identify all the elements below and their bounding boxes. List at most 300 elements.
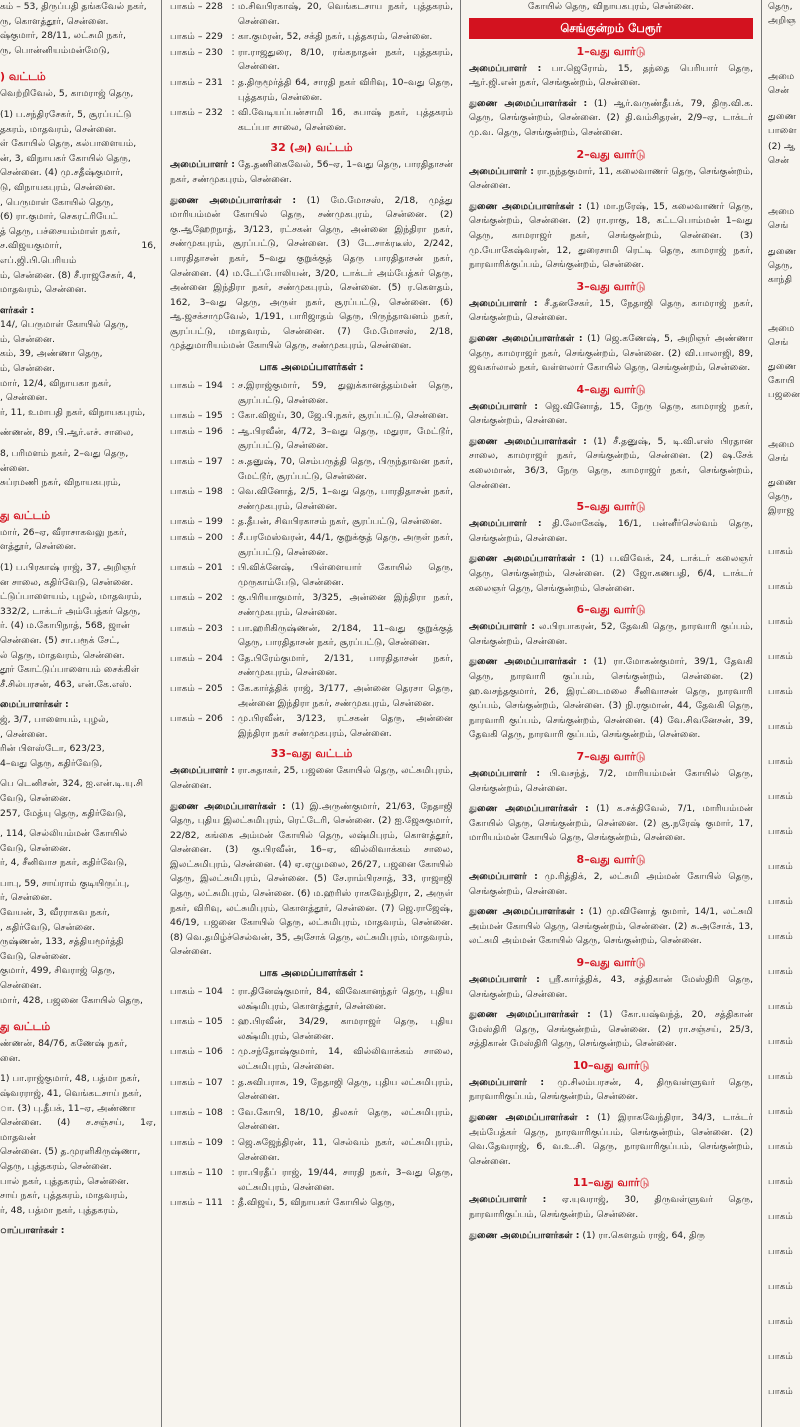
booth-number: பாகம் – 108 (170, 1106, 223, 1118)
clipped-fragment: காந்தி (768, 274, 793, 285)
deputies-label: துணை அமைப்பாளர்கள் : (469, 1112, 590, 1124)
clipped-fragment: பாகம் (768, 686, 793, 697)
booth-colon: : (231, 652, 235, 664)
ward-title: 5–வது வார்டு (576, 500, 646, 514)
clipped-fragment: பாகம் (768, 651, 793, 662)
text-line: , 114, செல்லியம்மன் கோயில் (0, 828, 128, 840)
text-line: ன சாலை, கதிர்வேடு, சென்னை. (0, 576, 134, 588)
booth-colon: : (231, 1106, 235, 1118)
text-line: , சென்னை. (0, 392, 48, 404)
ward-33-section (170, 746, 453, 1211)
ward-32-booth-heading: பாக அமைப்பாளர்கள் : (259, 362, 364, 374)
ward-32-organizer: அமைப்பாளர் : தே.தணிகைவேல், 56–ஏ, 1–வது தெரு, பாரதிதாசன் நகர், சண்முகபுரம், சென்னை. (170, 159, 454, 185)
booth-details: வே.கோபி, 18/10, திலகர் தெரு, லட்சுமிபுரம், சென்னை. (238, 1106, 453, 1133)
booth-list-continued (170, 0, 453, 135)
spacer (0, 58, 156, 64)
text-line: மாதவரம், சென்னை. (0, 284, 87, 296)
text-line: ர், 4, சீனிவாச நகர், கதிர்வேடு, (0, 857, 128, 869)
ward-title: 8–வது வார்டு (576, 852, 646, 866)
organizer-label: அமைப்பாளர் : (469, 62, 542, 74)
text-line: வெற்றிவேல், 5, காமராஜ் தெரு, (0, 88, 134, 100)
ward-deputies (469, 905, 753, 949)
booth-row (170, 531, 453, 560)
ward-32-deputies: துணை அமைப்பாளர்கள் : (1) மே.மோசஸ், 2/18, முத்து மாரியம்மன் கோயில் தெரு, சண்முகபுரம், சென்னை. (2) கு.ஆஹேறநாத், 3/123, ரட்சகன் தெரு, அன்னை இந்திரா நகர், சண்முகபுரம், சூரப்பட்டு, சென்னை. (3) டே.சாக்ரடீஸ், 2/242, பாரதிதாசன் நகர், 5–வது குறுக்குத் தெரு பாரதிதாசன் நகர், சென்னை. (4) ம.டேப்போலியன், 3/20, டாக்டர் அம்பேத்கர் தெரு, அன்னை இந்திரா நகர், சண்முகபுரம், சென்னை. (5) ர.கௌதம், 162, 3–வது தெரு, அருள் நகர், சூரப்பட்டு, சென்னை. (6) ஆ.ஜசக்சாமுவேல், 1/191, பாரிஜாதம் தெரு, பிருந்தாவனம் நகர், சூரப்பட்டு, மாதவரம், சென்னை. (7) மே.மோசஸ், 2/18, முத்துமாரியம்மன் கோயில் தெரு, சண்முகபுரம், சென்னை. (170, 194, 454, 352)
clipped-fragment: பாகம் (768, 1141, 793, 1152)
ward-section (469, 382, 753, 494)
text-line: மார், 26–ஏ, வீராசாகவலு நகர், (0, 526, 127, 538)
text-line: பெ டெனிசன், 324, ஐ.என்.டி.யு.சி (0, 778, 144, 790)
booth-details: கோ.விஜய், 30, ஜே.பி.நகர், சூரப்பட்டு, சென்னை. (238, 410, 449, 422)
booth-number: பாகம் – 232 (170, 107, 223, 119)
text-line: டு, விநாயகபுரம், சென்னை. (0, 181, 116, 193)
booth-row (170, 1106, 453, 1135)
booth-number: பாகம் – 200 (170, 532, 223, 543)
clipped-fragment: பாகம் (768, 756, 793, 767)
booth-row (170, 1196, 453, 1211)
booth-colon: : (231, 1136, 235, 1148)
organizer-label: அமைப்பாளர் : (469, 1194, 547, 1206)
booth-colon: : (231, 456, 235, 468)
organizer-details: பி.வசந்த், 7/2, மாரியம்மன் கோயில் தெரு, செங்குன்றம், சென்னை. (469, 767, 754, 794)
text-line: சுப்ரமணி நகர், விநாயகபுரம், (0, 477, 121, 489)
deputies-label: துணை அமைப்பாளர்கள் : (469, 200, 583, 212)
ward-organizer (469, 165, 753, 194)
booth-number: பாகம் – 109 (170, 1136, 223, 1148)
booth-number: பாகம் – 196 (170, 425, 223, 437)
booth-colon: : (231, 107, 235, 119)
deputies-label: துணை அமைப்பாளர்கள் : (469, 1229, 580, 1241)
text-line: ரின் பிளஸ்டோ, 623/23, (0, 743, 105, 755)
text-line: 257, மேத்யு தெரு, கதிர்வேடு, (0, 807, 127, 819)
text-line: ச.விஜயகுமார், 16, எப்.ஜி.பி.பெரியம் (0, 240, 156, 266)
booth-details: மு.பிரவீன், 3/123, ரட்சகன் தெரு, அன்னை இந்திரா நகர் சண்முகபுரம், சென்னை. (238, 713, 453, 739)
text-line: ண்ணன், 84/76, கணேஷ் நகர், (0, 1038, 128, 1050)
booth-details: ஆ.பிரவீன், 4/72, 3–வது தெரு, மதுரா, மேட்டூர், சூரப்பட்டு, சென்னை. (238, 425, 453, 452)
booth-details: ம.சிவபிரகாஷ், 20, வெங்கடசாய நகர், புத்தகரம், சென்னை. (238, 1, 453, 27)
text-line: ர். (4) ம.கோபிநாத், 568, ஜான் (0, 620, 130, 632)
deputies-details: (1) மு.வினோத் குமார், 14/1, லட்சுமி அம்மன் கோயில் தெரு, செங்குன்றம், சென்னை. (2) சு.அசோக், 13, லட்சுமி அம்மன் கோயில் தெரு, செங்குன்றம், சென்னை. (469, 906, 754, 947)
text-line: சென்னை. (4) மு.சதீஷ்குமார், (0, 167, 124, 179)
booth-row (170, 46, 453, 75)
booth-details: த.சுவிபராசு, 19, நேதாஜி தெரு, புதிய லட்சுமிபுரம், சென்னை. (238, 1076, 453, 1103)
text-line: கம், 39, அண்ணா தெரு, (0, 348, 103, 360)
booth-colon: : (231, 986, 235, 998)
organizer-label: அமைப்பாளர் : (469, 297, 538, 309)
clipped-fragment: தெரு, (768, 260, 793, 271)
text-line: ள் கோயில் தெரு, கல்பாளையம், (0, 138, 137, 150)
ward-deputies (469, 332, 753, 376)
text-line: சாய் நகர், புத்தகரம், மாதவரம், (0, 1190, 128, 1202)
booth-number: பாகம் – 195 (170, 410, 223, 422)
clipped-fragment: பாகம் (768, 1246, 793, 1257)
booth-details: தே.பிரேம்குமார், 2/131, பாரதிதாசன் நகர், சண்முகபுரம், சென்னை. (238, 652, 453, 679)
booth-row (170, 30, 453, 45)
organizer-details: பா.ஜெரோம், 15, தந்தை பெரியார் தெரு, ஆர்.ஜி.என் நகர், செங்குன்றம், சென்னை. (469, 62, 753, 89)
booth-details: சீ.பரமேஸ்வரன், 44/1, குறுக்குத் தெரு, அருள் நகர், சூரப்பட்டு, சென்னை. (238, 532, 453, 558)
booth-colon: : (231, 682, 235, 694)
spacer (0, 497, 156, 503)
booth-colon: : (231, 1076, 235, 1088)
ward-32-booth-list (170, 379, 453, 741)
text-line: பால் நகர், புத்தகரம், சென்னை. (0, 1175, 129, 1187)
organizer-details: ஸ்ரீ.கார்த்திக், 43, சத்திகான் மேஸ்திரி தெரு, செங்குன்றம், சென்னை. (469, 973, 754, 1000)
booth-number: பாகம் – 110 (170, 1167, 223, 1179)
continued-text: கோயில் தெரு, விநாயகபுரம், சென்னை. (527, 1, 695, 12)
booth-number: பாகம் – 202 (170, 592, 223, 604)
text-line: , பெருமாள் கோயில் தெரு, (0, 196, 114, 208)
organizer-label: அமைப்பாளர் : (469, 767, 541, 779)
ward-33-title: 33–வது வட்டம் (270, 747, 353, 761)
booth-number: பாகம் – 107 (170, 1076, 223, 1088)
text-line: சென்னை. (5) சா.பரூக் சேட், (0, 634, 120, 646)
booth-row (170, 455, 453, 484)
ward-organizer (469, 973, 753, 1002)
deputies-label: துணை அமைப்பாளர்கள் : (469, 435, 587, 447)
booth-details: கே.கார்த்திக் ராஜ், 3/177, அன்னை தெரசா தெரு, அன்னை இந்திரா நகர், சண்முகபுரம், சென்னை. (238, 682, 453, 709)
booth-row (170, 76, 453, 105)
deputies-label: துணை அமைப்பாளர்கள் : (469, 332, 583, 344)
text-line: 8, பரிமளம் நகர், 2–வது தெரு, (0, 448, 129, 460)
clipped-fragment: செங் (768, 337, 789, 348)
ward-organizer (469, 297, 753, 326)
ward-33-booth-list (170, 985, 453, 1211)
subheading: ளர்கள் : (0, 304, 35, 316)
booth-colon: : (231, 486, 235, 498)
booth-colon: : (231, 380, 235, 392)
booth-colon: : (231, 31, 235, 43)
text-line: , கதிர்வேடு, சென்னை. (0, 921, 96, 933)
ward-title: து வட்டம் (0, 1020, 51, 1034)
booth-colon: : (231, 76, 235, 88)
clipped-fragment: பாகம் (768, 721, 793, 732)
ward-deputies (469, 1111, 753, 1169)
clipped-fragment: பாகம் (768, 826, 793, 837)
text-line: ர், சென்னை. (0, 892, 53, 904)
ward-section (469, 1175, 753, 1243)
booth-row (170, 1076, 453, 1105)
booth-number: பாகம் – 205 (170, 682, 223, 694)
booth-row (170, 561, 453, 590)
text-line: ண்ணன், 89, பி.ஆர்.எச். சாலை, (0, 427, 134, 439)
clipped-fragment: அமை (768, 206, 795, 217)
booth-row (170, 515, 453, 530)
text-line: ஷ்வரராஜ், 41, வெங்கடசாய் நகர், (0, 1088, 142, 1099)
clipped-fragment: அமை (768, 439, 795, 450)
text-line: னை. (0, 1052, 21, 1064)
text-line: வேடு, சென்னை. (0, 950, 72, 962)
text-line: (1) ப.பிரகாஷ் ராஜ், 37, அறிஞர் (0, 562, 137, 573)
clipped-fragment: பாகம் (768, 1176, 793, 1187)
text-line: த் தெரு, பச்சையம்மாள் நகர், (0, 225, 121, 237)
organizer-label: அமைப்பாளர் : (469, 973, 540, 985)
booth-details: வெ.வினோத், 2/5, 1–வது தெரு, பாரதிதாசன் நகர், சண்முகபுரம், சென்னை. (238, 486, 453, 512)
text-line: ஷ்குமார், 28/11, லட்சுமி நகர், (0, 30, 126, 42)
text-line: பாபு, 59, சாய்ராம் குடியிருப்பு, (0, 877, 130, 889)
booth-number: பாகம் – 105 (170, 1016, 223, 1028)
clipped-fragment: (2) ஆ (768, 141, 796, 152)
text-line: 1) பா.ராஜ்குமார், 48, பத்மா நகர், (0, 1073, 141, 1085)
ward-deputies (469, 552, 753, 596)
ward-section (469, 1058, 753, 1170)
text-line: தெரு, புத்தகரம், சென்னை. (0, 1160, 112, 1172)
clipped-fragment: இராஜ (768, 505, 795, 516)
clipped-fragment: பாகம் (768, 1106, 793, 1117)
deputies-label: துணை அமைப்பாளர்கள் : (469, 1009, 591, 1021)
deputies-details: (1) ஜெ.கணேஷ், 5, அறிஞர் அண்ணா தெரு, காமராஜர் நகர், செங்குன்றம், சென்னை. (2) வி.பாலாஜி, 89, ஜவகர்லால் நகர், வள்ளலார் கோயில் தெரு, செங்குன்றம், சென்னை. (469, 332, 754, 374)
column-3 (463, 0, 759, 1427)
ward-section (469, 279, 753, 376)
booth-colon: : (231, 46, 235, 58)
text-line: , சென்னை. (0, 728, 48, 740)
booth-row (170, 591, 453, 620)
ward-title: 10–வது வார்டு (572, 1058, 650, 1072)
booth-number: பாகம் – 194 (170, 380, 223, 392)
booth-row (170, 106, 453, 135)
booth-number: பாகம் – 228 (170, 1, 223, 12)
ward-section (469, 147, 753, 273)
booth-colon: : (231, 1167, 235, 1179)
booth-colon: : (231, 532, 235, 543)
booth-details: கா.குமரன், 52, சக்தி நகர், புத்தகரம், சென்னை. (238, 31, 433, 43)
booth-colon: : (231, 622, 235, 634)
text-line: வேடு, சென்னை. (0, 842, 72, 854)
organizer-label: அமைப்பாளர் : (469, 621, 535, 633)
text-line: ர், 48, பத்மா நகர், புத்தகரம், (0, 1204, 119, 1216)
ward-title: 2–வது வார்டு (576, 147, 646, 161)
clipped-fragment: பாகம் (768, 1071, 793, 1082)
organizer-details: ரா.நந்தகுமார், 11, கலைவாணர் தெரு, செங்குன்றம், சென்னை. (469, 165, 754, 192)
text-line: ன்னை. (0, 462, 30, 474)
clipped-fragment: பாகம் (768, 616, 793, 627)
organizer-details: தி.லோகேஷ், 16/1, பன்னீர்செல்வம் தெரு, செங்குன்றம், சென்னை. (469, 518, 754, 544)
booth-number: பாகம் – 231 (170, 76, 223, 88)
booth-details: ஹ.பிரவீன், 34/29, காமராஜர் தெரு, புதிய லக்ஷ்மிபுரம், சென்னை. (238, 1016, 453, 1042)
clipped-fragment: சென் (768, 85, 790, 96)
organizer-details: சீ.தனசேகர், 15, நேதாஜி தெரு, காமராஜ் நகர், செங்குன்றம், சென்னை. (469, 297, 753, 324)
text-line: ட்டுப்பாளையம், புழல், மாதவரம், (0, 591, 142, 603)
subheading: ாப்பாளர்கள் : (0, 1225, 65, 1237)
ward-title: ) வட்டம் (0, 70, 46, 84)
booth-number: பாகம் – 198 (170, 486, 223, 498)
organizer-details: ல.பிரபாகரன், 52, தேவகி தெரு, நாரவாரி குப்பம், செங்குன்றம், சென்னை. (469, 621, 754, 647)
text-line: குமார், 499, சிவராஜ் தெரு, (0, 965, 116, 977)
clipped-fragment: பாகம் (768, 931, 793, 942)
clipped-fragment: பாகம் (768, 1036, 793, 1047)
clipped-fragment: அமை (768, 71, 795, 82)
ward-33-organizer: அமைப்பாளர் : ரா.சுதாகர், 25, பஜனை கோயில் தெரு, லட்சுமிபுரம், சென்னை. (170, 765, 454, 791)
clipped-fragment: பாகம் (768, 896, 793, 907)
subheading: மைப்பாளர்கள் : (0, 699, 69, 711)
booth-row (170, 425, 453, 454)
ward-title: 4–வது வார்டு (576, 382, 646, 396)
booth-number: பாகம் – 203 (170, 622, 223, 634)
text-line: மார், 428, பஜனை கோயில் தெரு, (0, 994, 143, 1006)
text-line: வேடு, சென்னை. (0, 792, 72, 804)
booth-number: பாகம் – 197 (170, 456, 223, 468)
ward-33-deputies: துணை அமைப்பாளர்கள் : (1) இ.அருண்குமார், 21/63, நேதாஜி தெரு, புதிய இலட்சுமிபுரம், ரெட்டேரி, சென்னை. (2) ஐ.ஜேசுகுமார், 22/82, கங்கை அம்மன் கோயில் தெரு, லஷ்மிபுரம், கொளத்தூர், சென்னை. (3) கு.பிரவீன், 16–ஏ, வில்லிவாக்கம் சாலை, இலட்சுமிபுரம், சென்னை. (4) ஏ.ஏழுமலை, 26/27, பஜனை கோயில் தெரு, இலட்சுமிபுரம், சென்னை. (5) சே.ராம்பிரசாத், 33, ராஜாஜி தெரு, லட்சுமிபுரம், சென்னை. (6) ம.ஹரிஸ் ராகவேந்திரா, 2, அருள் நகர், விரிவு, லட்சுமிபுரம், கொளத்தூர், சென்னை. (7) ஜெ.ராஜேஷ், 46/19, பஜனை கோயில் தெரு, லட்சுமிபுரம், மாதவரம், சென்னை. (8) வெ.தமிழ்ச்செல்வன், 35, அசோக் தெரு, லட்சுமிபுரம், மாதவரம், சென்னை. (170, 800, 454, 958)
booth-number: பாகம் – 106 (170, 1046, 223, 1058)
text-line: ம், சென்னை. (0, 333, 55, 345)
deputies-details: (1) க.சக்திவேல், 7/1, மாரியம்மன் கோயில் தெரு, செங்குன்றம், சென்னை. (2) சூ.நரேஷ் குமார், 17, மாரியம்மன் கோயில் தெரு, செங்குன்றம், சென்னை. (469, 803, 754, 844)
deputies-details: (1) ஆர்.வருண்தீபக், 79, திரு.வி.க. தெரு, செங்குன்றம், சென்னை. (2) தி.வம்சிதரன், 2/9–ஏ, டாக்டர் மு.வ. தெரு, செங்குன்றம், சென்னை. (469, 97, 753, 138)
organizer-details: ஏ.யுவராஜ், 30, திருவள்ளுவர் தெரு, நாரவாரிகுப்பம், செங்குன்றம், சென்னை. (469, 1194, 753, 1221)
booth-details: ரா.ராஜதுரை, 8/10, ரங்கநாதன் நகர், புத்தகரம், சென்னை. (238, 46, 453, 73)
deputies-details: (1) சீ.தனுஷ், 5, டி.வி.எஸ் பிரதான சாலை, காமராஜர் நகர், செங்குன்றம், சென்னை. (2) ஷ.சேக் கலைமான், 36/3, நேரு தெரு, காமராஜர் நகர், செங்குன்றம், சென்னை. (469, 435, 754, 491)
clipped-fragment: துணை (768, 111, 797, 122)
text-line: ர், 11, உமாபதி நகர், விநாயகபுரம், (0, 406, 146, 418)
clipped-fragment: பாகம் (768, 546, 793, 557)
booth-details: கு.பிரியாகுமார், 3/325, அன்னை இந்திரா நகர், சண்முகபுரம், சென்னை. (238, 592, 453, 618)
organizer-details: மு.சிலம்பரசன், 4, திருவள்ளுவர் தெரு, நாரவாரிகுப்பம், செங்குன்றம், சென்னை. (469, 1076, 754, 1103)
deputies-label: துணை அமைப்பாளர்கள் : (469, 803, 589, 815)
booth-row (170, 1136, 453, 1165)
ward-32-section (170, 140, 453, 741)
clipped-fragment: பாகம் (768, 861, 793, 872)
text-line: (6) ரா.குமார், செகரட்ரியேட் (0, 211, 118, 223)
ward-section (469, 44, 753, 141)
clipped-fragment: தெரு, (768, 1, 793, 12)
clipped-fragment: தெரு, (768, 491, 793, 502)
text-line: ளத்தூர், சென்னை. (0, 541, 77, 553)
booth-details: ரா.தினேஷ்குமார், 84, விவேகானந்தர் தெரு, புதிய லக்ஷ்மிபுரம், கொளத்தூர், சென்னை. (238, 986, 453, 1012)
deputies-details: (1) ப.விவேக், 24, டாக்டர் கலைஞர் தெரு, செங்குன்றம், சென்னை. (2) ஜோ.கணபதி, 6/4, டாக்டர் கலைஞர் தெரு, செங்குன்றம், சென்னை. (469, 553, 753, 594)
ward-title: 1–வது வார்டு (576, 44, 646, 58)
organizer-label: அமைப்பாளர் : (469, 165, 534, 177)
ward-deputies (469, 802, 753, 846)
text-line: ஜ், 3/7, பாளையம், புழல், (0, 713, 109, 725)
booth-row (170, 0, 453, 29)
deputies-label: துணை அமைப்பாளர்கள் : (469, 656, 587, 668)
column-4 (764, 0, 800, 1427)
booth-details: பி.விக்னேஷ், பிள்ளையார் கோயில் தெரு, முருகாம்பேடு, சென்னை. (238, 562, 453, 588)
booth-row (170, 712, 453, 741)
ward-title: 11–வது வார்டு (572, 1176, 650, 1190)
deputies-details: (1) கோ.யஷ்வந்த், 20, சத்திகான் மேஸ்திரி தெரு, செங்குன்றம், சென்னை. (2) ரா.சஞ்சய், 25/3, சத்திகான் மேஸ்திரி தெரு, செங்குன்றம், சென்னை. (469, 1009, 753, 1050)
ward-organizer (469, 517, 753, 546)
clipped-fragment: பாகம் (768, 791, 793, 802)
clipped-fragment: துணை (768, 477, 797, 488)
booth-details: ஜெ.சுஜேந்திரன், 11, செல்வம் நகர், லட்சுமிபுரம், சென்னை. (238, 1136, 453, 1163)
ward-organizer (469, 870, 753, 899)
ward-section (469, 499, 753, 596)
ward-deputies (469, 97, 753, 141)
booth-row (170, 1015, 453, 1044)
ward-deputies (469, 200, 753, 273)
booth-number: பாகம் – 111 (170, 1197, 223, 1209)
text-line: ரு, பொன்னியம்மன்மேடு, (0, 44, 110, 56)
spacer (0, 1008, 156, 1014)
clipped-fragment: பாகம் (768, 581, 793, 592)
clipped-fragment: பாகம் (768, 1211, 793, 1222)
booth-details: ச.இராஜ்குமார், 59, துலுக்கானத்தம்மன் தெரு, சூரப்பட்டு, சென்னை. (238, 380, 453, 406)
ward-title: து வட்டம் (0, 508, 51, 522)
clipped-fragment: பஜனை (768, 389, 800, 400)
booth-details: மு.சந்தோஷ்குமார், 14, வில்லிவாக்கம் சாலை, லட்சுமிபுரம், சென்னை. (238, 1046, 453, 1072)
clipped-fragment: சென் (768, 155, 790, 166)
ward-section (469, 602, 753, 743)
booth-number: பாகம் – 199 (170, 516, 223, 528)
ward-deputies (469, 435, 753, 493)
organizer-label: அமைப்பாளர் : (469, 518, 542, 530)
booth-details: த.திருமூர்த்தி 64, சாரதி நகர் விரிவு, 10–வது தெரு, புத்தகரம், சென்னை. (238, 76, 453, 103)
ward-organizer (469, 767, 753, 796)
ward-title: 7–வது வார்டு (576, 749, 646, 763)
text-line: சென்னை. (5) த.முரளிகிருஷ்ணா, (0, 1146, 141, 1158)
ward-organizer (469, 1193, 753, 1222)
booth-details: சு.தனுஷ், 70, செம்பருத்தி தெரு, பிருந்தாவன நகர், மேட்டூர், சூரப்பட்டு, சென்னை. (238, 456, 453, 482)
deputies-details: (1) ரா.கௌதம் ராஜ், 64, திரு (582, 1229, 706, 1241)
booth-colon: : (231, 1016, 235, 1028)
booth-colon: : (231, 410, 235, 422)
booth-colon: : (231, 516, 235, 528)
booth-details: ரா.பிரதீப் ராஜ், 19/44, சாரதி நகர், 3–வது தெரு, லட்சுமிபுரம், சென்னை. (238, 1167, 453, 1193)
booth-colon: : (231, 1, 235, 12)
booth-row (170, 622, 453, 651)
booth-number: பாகம் – 230 (170, 46, 223, 58)
deputies-details: (1) மா.நரேஷ், 15, கலைவாணர் தெரு, செங்குன்றம், சென்னை. (2) ரா.ராகு, 18, கட்டபொம்மன் 1–வது தெரு, காமராஜர் நகர், செங்குன்றம், சென்னை. (3) மு.யோகேஷ்வரன், 12, துரைசாமி ரெட்டி தெரு, காமராஜ் நகர், நாரவாரிக்குப்பம், செங்குன்றம், சென்னை. (469, 200, 754, 271)
ward-list (469, 44, 753, 1244)
clipped-fragment: கோயி (768, 375, 795, 386)
booth-row (170, 652, 453, 681)
booth-colon: : (231, 425, 235, 437)
text-line: சென்னை. (4) ச.சஞ்சய், 1ஏ, மாதவன் (0, 1117, 156, 1143)
text-line: சீ.சில்பரசன், 463, என்.கே.எஸ். (0, 678, 132, 690)
ward-section (469, 852, 753, 949)
booth-number: பாகம் – 206 (170, 713, 223, 725)
organizer-label: அமைப்பாளர் : (469, 1076, 545, 1088)
text-line: 14/, பெருமாள் கோயில் தெரு, (0, 319, 129, 331)
text-line: ம், சென்னை. (0, 363, 55, 375)
booth-row (170, 409, 453, 424)
ward-section (469, 749, 753, 846)
ward-organizer (469, 1076, 753, 1105)
text-line: வேயன், 3, வீரராகவ நகர், (0, 907, 110, 919)
deputies-label: துணை அமைப்பாளர்கள் : (469, 906, 584, 918)
booth-number: பாகம் – 104 (170, 986, 223, 998)
booth-number: பாகம் – 229 (170, 31, 223, 43)
text-line: (1) ப.சந்திரசேகர், 5, சூரப்பட்டு (0, 108, 132, 120)
ward-deputies (469, 655, 753, 743)
deputies-label: துணை அமைப்பாளர்கள் : (469, 553, 586, 565)
section-banner: செங்குன்றம் பேரூர் (469, 18, 753, 39)
booth-colon: : (231, 1197, 235, 1209)
ward-title: 9–வது வார்டு (576, 955, 646, 969)
text-line: மார், 12/4, விநாயகா நகர், (0, 377, 112, 389)
ward-32-title: 32 (அ) வட்டம் (270, 141, 353, 155)
column-1 (0, 0, 160, 1427)
clipped-fragment: பாளை (768, 125, 797, 136)
ward-33-booth-heading: பாக அமைப்பாளர்கள் : (259, 968, 364, 980)
booth-row (170, 1166, 453, 1195)
clipped-fragment: பாகம் (768, 966, 793, 977)
clipped-fragment: பாகம் (768, 1001, 793, 1012)
ward-organizer (469, 400, 753, 429)
deputies-label: துணை அமைப்பாளர்கள் : (469, 97, 588, 109)
column-2 (164, 0, 459, 1427)
text-line: 332/2, டாக்டர் அம்பேத்கர் தெரு, (0, 605, 141, 617)
clipped-fragment: பாகம் (768, 1351, 793, 1362)
clipped-fragment: பாகம் (768, 1281, 793, 1292)
clipped-fragment: அறிஞ (768, 15, 796, 26)
organizer-label: அமைப்பாளர் : (469, 400, 538, 412)
clipped-fragment: துணை (768, 361, 797, 372)
ward-section (469, 955, 753, 1052)
text-line: தூர் கோட்டுப்பாளையம் சைக்கிள் (0, 664, 140, 676)
clipped-fragment: அமை (768, 323, 795, 334)
booth-details: தீ.விஜய், 5, விநாயகர் கோயில் தெரு, (238, 1197, 395, 1209)
text-line: ம், சென்னை. (8) சீ.ராஜசேகர், 4, (0, 269, 136, 281)
ward-organizer (469, 620, 753, 649)
